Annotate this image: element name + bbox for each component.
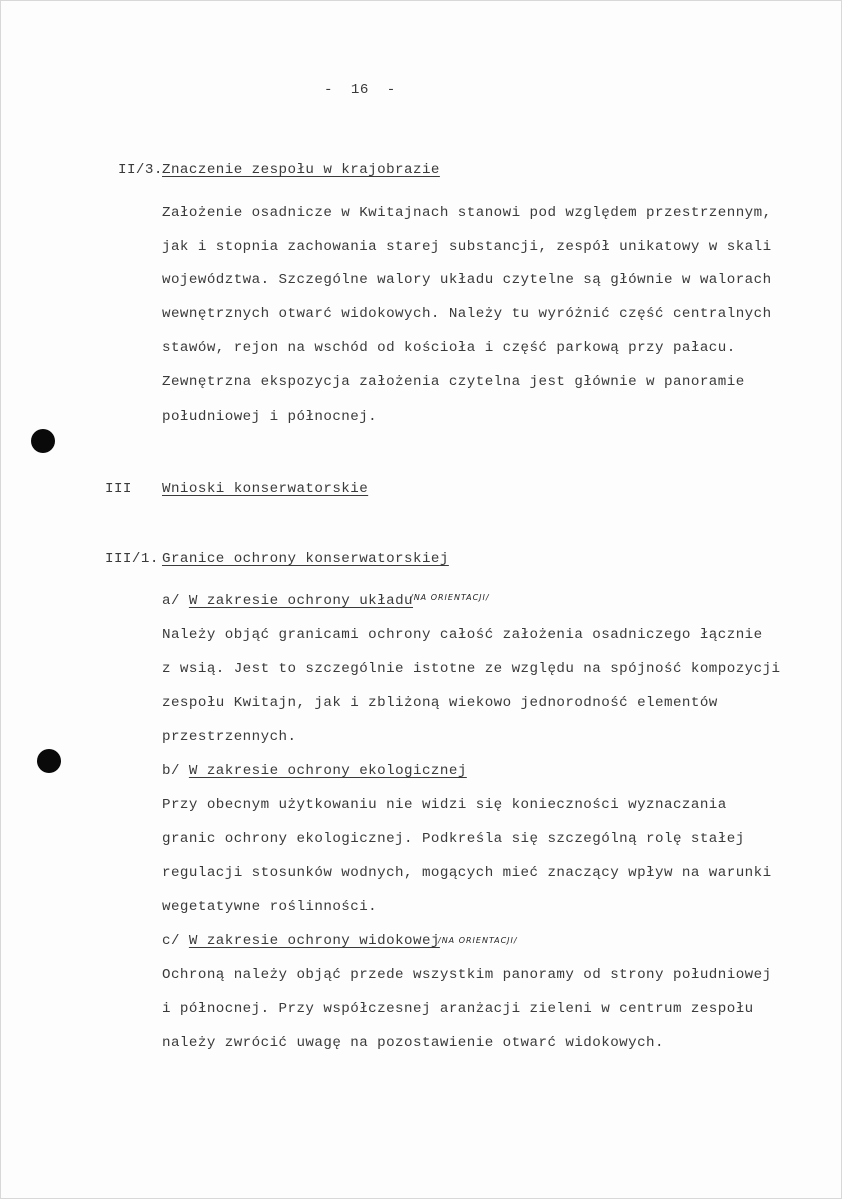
paragraph-line: południowej i północnej.: [162, 409, 378, 425]
paragraph-line: województwa. Szczególne walory układu czytelne są głównie w walorach: [162, 272, 772, 288]
section-iii-heading: Wnioski konserwatorskie: [162, 481, 369, 497]
punch-hole: [31, 429, 55, 453]
section-iii1-number: III/1.: [105, 551, 159, 567]
subsection-a-prefix: a/: [162, 593, 189, 609]
section-iii-number: III: [105, 481, 132, 497]
paragraph-line: przestrzennych.: [162, 729, 297, 745]
paragraph-line: wegetatywne roślinności.: [162, 899, 378, 915]
subsection-b-heading: W zakresie ochrony ekologicznej: [188, 763, 467, 779]
paragraph-line: Ochroną należy objąć przede wszystkim panoramy od strony południowej: [162, 967, 772, 983]
paragraph-line: i północnej. Przy współczesnej aranżacji zieleni w centrum zespołu: [162, 1001, 754, 1017]
subsection-a-heading: W zakresie ochrony układu: [188, 593, 414, 609]
subsection-a-heading-line: [162, 592, 413, 610]
subsection-c-heading: W zakresie ochrony widokowej: [188, 933, 440, 949]
paragraph-line: regulacji stosunków wodnych, mogących mieć znaczący wpływ na warunki: [162, 865, 772, 881]
paragraph-line: zespołu Kwitajn, jak i zbliżoną wiekowo jednorodność elementów: [162, 695, 718, 711]
paragraph-line: należy zwrócić uwagę na pozostawienie otwarć widokowych.: [162, 1035, 664, 1051]
paragraph-line: Zewnętrzna ekspozycja założenia czytelna jest głównie w panoramie: [162, 374, 745, 390]
handwritten-annotation: /NA ORIENTACJI/: [438, 936, 518, 945]
section-ii3-number: II/3.: [118, 162, 163, 178]
handwritten-annotation: /NA ORIENTACJI/: [410, 593, 490, 602]
punch-hole: [37, 749, 61, 773]
paragraph-line: jak i stopnia zachowania starej substancji, zespół unikatowy w skali: [162, 239, 772, 255]
paragraph-line: Należy objąć granicami ochrony całość założenia osadniczego łącznie: [162, 627, 763, 643]
paragraph-line: granic ochrony ekologicznej. Podkreśla się szczególną rolę stałej: [162, 831, 745, 847]
paragraph-line: stawów, rejon na wschód od kościoła i część parkową przy pałacu.: [162, 340, 736, 356]
section-ii3-heading: Znaczenie zespołu w krajobrazie: [162, 162, 440, 178]
subsection-c-heading-line: [162, 932, 440, 950]
paragraph-line: wewnętrznych otwarć widokowych. Należy tu wyróżnić część centralnych: [162, 306, 772, 322]
section-iii1-heading: Granice ochrony konserwatorskiej: [162, 551, 449, 567]
paragraph-line: Przy obecnym użytkowaniu nie widzi się konieczności wyznaczania: [162, 797, 727, 813]
subsection-b-prefix: b/: [162, 763, 189, 779]
page-number: - 16 -: [324, 82, 396, 98]
paragraph-line: z wsią. Jest to szczególnie istotne ze względu na spójność kompozycji: [162, 661, 781, 677]
paragraph-line: Założenie osadnicze w Kwitajnach stanowi pod względem przestrzennym,: [162, 205, 772, 221]
subsection-c-prefix: c/: [162, 933, 189, 949]
subsection-b-heading-line: [162, 762, 467, 780]
